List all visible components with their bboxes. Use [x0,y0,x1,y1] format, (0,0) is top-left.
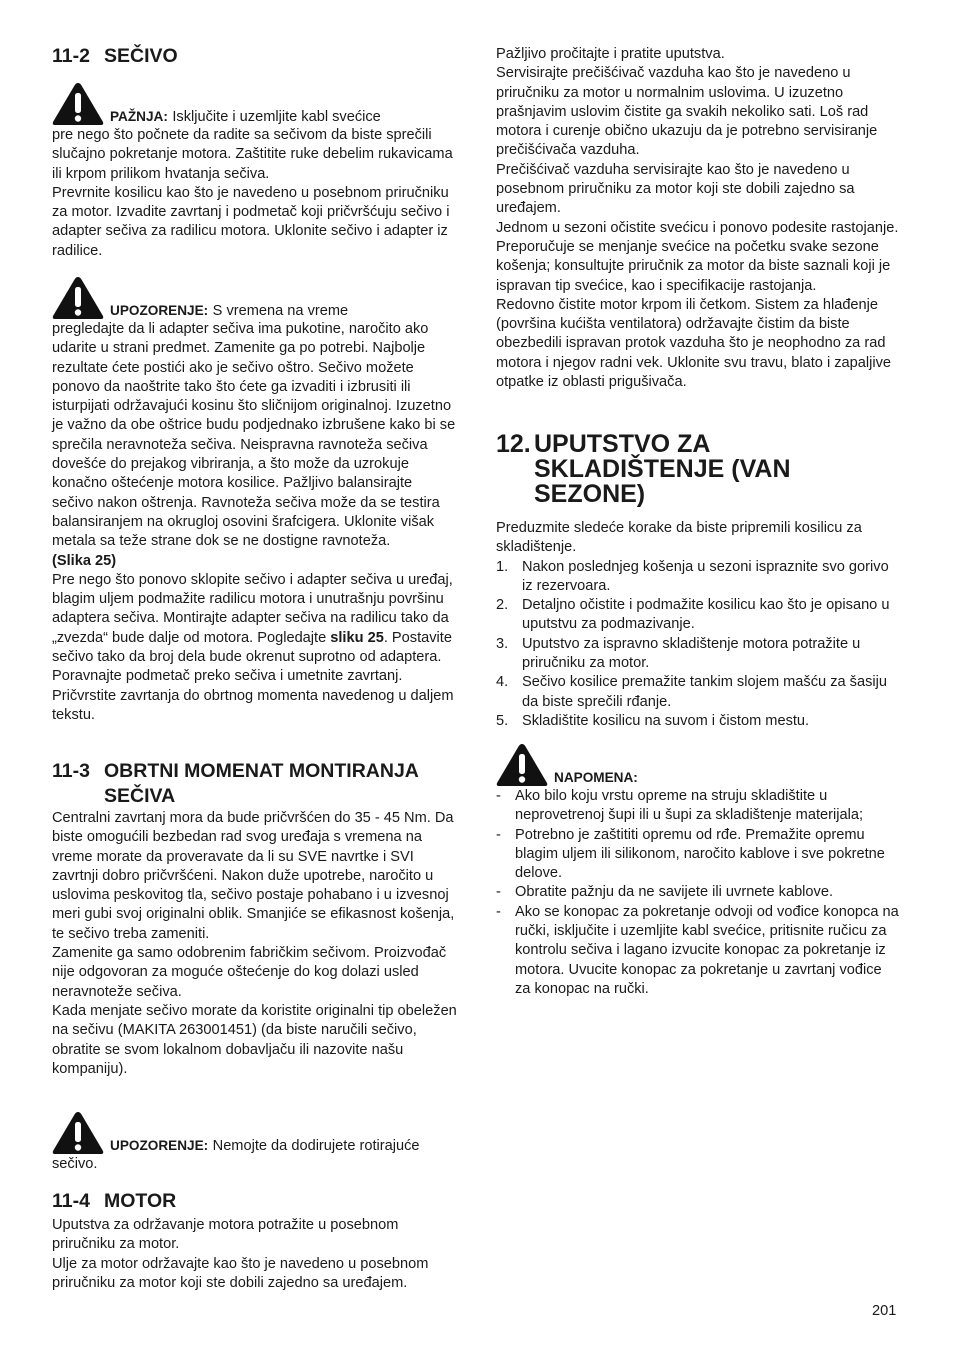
section-11-4-heading: 11-4 MOTOR [52,1190,177,1212]
notes-list [496,787,901,999]
list-item: 5. Skladištite kosilicu na suvom i čistom mestu. [496,712,810,729]
motor-text: Uputstva za održavanje motora potražite u posebnom priručniku za motor. Ulje za motor održavajte kao što je navedeno u posebnom priručniku za motor koji ste dobili zajedno sa uređajem. [52,1217,429,1291]
list-item: - Ako bilo koju vrstu opreme na struju skladištite u neprovetrenoj šupi ili u šupi za skladištenje materijala; [496,788,863,824]
warning-triangle-icon [496,743,548,787]
storage-steps-list [496,558,901,732]
section-11-3-heading: 11-3 OBRTNI MOMENAT MONTIRANJA SEČIVA [52,760,419,807]
storage-instructions: Preduzmite sledeće korake da biste pripremili kosilicu za skladištenje. 1. Nakon poslednjeg košenja u sezoni ispraznite svo gorivo iz rezervoara. 2. Detaljno očistite i podmažite kosilicu kao što je opisano u uputstvu za podmazivanje. 3. Uputstvo za ispravno skladištenje motora potražite u priručniku za motor. 4. Sečivo kosilice premažite tankim slojem mašću za šasiju da biste sprečili rđanje. 5. Skladištite kosilicu na suvom i čistom mestu. [496,519,901,731]
napomena-note: NAPOMENA: - Ako bilo koju vrstu opreme na struju skladištite u neprovetrenoj šupi ili u šupi za skladištenje materijala; - Potrebno je zaštititi opremu od rđe. Premažite opremu blagim uljem ili silikonom, naročito kablove i sve pokretne delove. - Obratite pažnju da ne savijete ili uvrnete kablove. - Ako se konopac za pokretanje odvoji od vođice konopca na ručki, isključite i uzemljite kabl svećice, pritisnite ručicu za kontrolu sečiva i lagano izvucite konopac za pokretanje iz motora. Uvucite konopac za pokretanje u zavrtanj vođice za konopac na ručki. [496,743,901,999]
warning-triangle-icon [52,276,104,320]
list-item: 4. Sečivo kosilice premažite tankim slojem mašću za šasiju da biste sprečili rđanje. [496,674,887,710]
list-item: 3. Uputstvo za ispravno skladištenje motora potražite u priručniku za motor. [496,635,861,672]
warning-triangle-icon [52,82,104,126]
torque-text: Centralni zavrtanj mora da bude pričvršćen do 35 - 45 Nm. Da biste omogućili bezbedan rad svog uređaja s vremena na vreme morate da proveravate da li su SVE navrtke i SVI zavrtnji dobro pričvršćeni. Nakon duže upotrebe, naročito u uslovima peskovitog tla, sečivo postaje pohabano i u izvesnoj meri gubi svoj originalni oblik. Smanjiće se efikasnost košenja, te sečivo treba zameniti. Zamenite ga samo odobrenim fabričkim sečivom. Proizvođač nije odgovoran za moguće oštećenje do kog dolazi usled neravnoteže sečiva. Kada menjate sečivo morate da koristite originalni tip obeležen na sečivu (MAKITA 263001451) (da biste naručili sečivo, obratite se svom lokalnom dobavljaču ili nazovite našu kompaniju). [52,810,457,1077]
warning-triangle-icon [52,1111,104,1155]
reassembly-paragraph: Pre nego što ponovo sklopite sečivo i adapter sečiva u uređaj, blagim uljem podmažite radilicu motora i unutrašnju površinu adaptera sečiva. Montirajte adapter sečiva na radilicu tako da „zvezda“ bude dalje od motora. Pogledajte sliku 25. Postavite sečivo tako da broj dela bude okrenut suprotno od adaptera. Poravnajte podmetač preko sečiva i umetnite zavrtanj. Pričvrstite zavrtanja do obrtnog momenta navedenog u daljem tekstu. [52,571,454,723]
figure-reference: (Slika 25) [52,552,117,569]
section-11-2-heading: 11-2 SEČIVO [52,45,178,67]
page-number: 201 [872,1303,897,1319]
list-item: - Potrebno je zaštititi opremu od rđe. Premažite opremu blagim uljem ili silikonom, naročito kablove i sve pokretne delove. [496,826,885,882]
upozorenje-warning-blade: UPOZORENJE: S vremena na vreme pregledajte da li adapter sečiva ima pukotine, naročito ako udarite u strani predmet. Zamenite ga po potrebi. Najbolje rezultate ćete postići ako je sečivo oštro. Sečivo možete ponovo da naoštrite tako što ćete ga izvaditi i izbrusiti ili isturpijati održavajući kosinu što sličnijom originalnoj. Izuzetno je važno da obe oštrice budu podjednako izbrušene kako bi se sprečila neravnoteža sečiva. Neispravna ravnoteža sečiva dovešće do prejakog vibriranja, a što može da uzrokuje konačno oštećenje motora kosilice. Pažljivo balansirajte sečivo nakon oštrenja. Ravnoteža sečiva može da se testira balansiranjem na okruglој osovini šrafcigera. Uklonite višak metala sa teže strane dok se ne dostigne ravnoteža. (Slika 25) Pre nego što ponovo sklopite sečivo i adapter sečiva u uređaj, blagim uljem podmažite radilicu motora i unutrašnju površinu adaptera sečiva. Montirajte adapter sečiva na radilicu tako da „zvezda“ bude dalje od motora. Pogledajte sliku 25. Postavite sečivo tako da broj dela bude okrenut suprotno od adaptera. Poravnajte podmetač preko sečiva i umetnite zavrtanj. Pričvrstite zavrtanja do obrtnog momenta navedenog u daljem tekstu. [52,276,457,725]
list-item: 2. Detaljno očistite i podmažite kosilicu kao što je opisano u uputstvu za podmazivanje. [496,597,890,633]
pazna-warning: PAŽNJA: Isključite i uzemljite kabl svećice pre nego što počnete da radite sa sečivom da biste sprečili slučajno pokretanje motora. Zaštitite ruke debelim rukavicama ili krpom prilikom hvatanja sečiva. Prevrnite kosilicu kao što je navedeno u posebnom priručniku za motor. Izvadite zavrtanj i podmetač koji pričvršćuju sečivo i adapter sečiva za radilicu motora. Uklonite sečivo i adapter iz radilice. [52,82,457,261]
upozorenje-warning-rotating: UPOZORENJE: Nemojte da dodirujete rotirajuće sečivo. [52,1111,457,1174]
section-12-heading: 12. UPUTSTVO ZA SKLADIŠTENJE (VAN SEZONE) [496,430,791,508]
motor-maintenance-text: Pažljivo pročitajte i pratite uputstva. Servisirajte prečišćivač vazduha kao što je navedeno u priručniku za motor u normalnim uslovima. U izuzetno prašnjavim uslovim čistite ga svakih nekoliko sati. Loš rad motora i curenje obično ukazuju da je potrebno servisiranje prečišćivača vazduha. Prečišćivač vazduha servisirajte kao što je navedeno u posebnom priručniku za motor koji ste dobili zajedno sa uređajem. Jednom u sezoni očistite svećicu i ponovo podesite rastojanje. Preporučuje se menjanje svećice na početku svake sezone košenja; konsultujte priručnik za motor da biste saznali koji je ispravan tip svećice, kao i specifikacije rastojanja. Redovno čistite motor krpom ili četkom. Sistem za hlađenje (površina kućišta ventilatora) održavajte čistim da biste obezbedili ispravan protok vazduha što je neophodno za rad motora i njegov radni vek. Uklonite svu travu, blato i zapaljive otpatke iz oblasti prigušivača. [496,46,899,391]
list-item: - Obratite pažnju da ne savijete ili uvrnete kablove. [496,884,834,901]
list-item: - Ako se konopac za pokretanje odvoji od vođice konopca na ručki, isključite i uzemljite kabl svećice, pritisnite ručicu za kontrolu sečiva i lagano izvucite konopac za pokretanje iz motora. Uvucite konopac za pokretanje u zavrtanj vođice za konopac na ručki. [496,903,899,997]
list-item: 1. Nakon poslednjeg košenja u sezoni ispraznite svo gorivo iz rezervoara. [496,558,889,594]
